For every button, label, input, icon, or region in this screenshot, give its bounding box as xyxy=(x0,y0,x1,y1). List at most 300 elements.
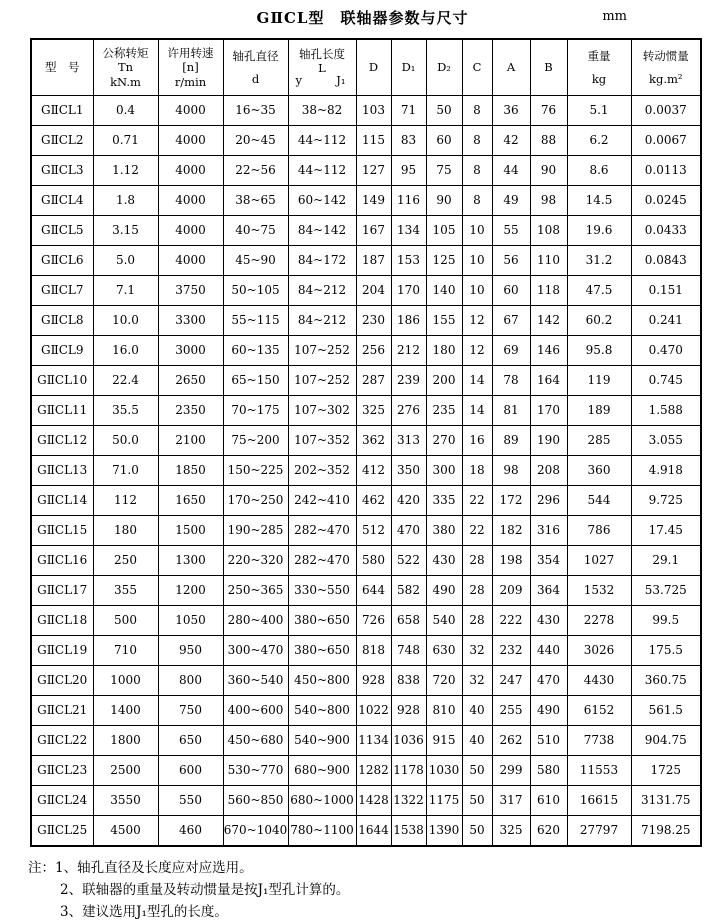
value-cell: 1178 xyxy=(391,756,426,786)
value-cell: 4000 xyxy=(158,246,223,276)
value-cell: 522 xyxy=(391,546,426,576)
value-cell: 0.0843 xyxy=(631,246,701,276)
value-cell: 44 xyxy=(492,156,530,186)
value-cell: 170 xyxy=(391,276,426,306)
note-text: 3、建议选用J₁型孔的长度。 xyxy=(60,904,228,920)
table-row xyxy=(31,216,701,246)
value-cell: 360~540 xyxy=(223,666,288,696)
value-cell: 580 xyxy=(530,756,567,786)
value-cell: 22 xyxy=(462,486,492,516)
value-cell: 680~1000 xyxy=(288,786,356,816)
value-cell: 14 xyxy=(462,366,492,396)
value-cell: 167 xyxy=(356,216,391,246)
value-cell: 540~800 xyxy=(288,696,356,726)
value-cell: 1027 xyxy=(567,546,631,576)
table-row xyxy=(31,426,701,456)
value-cell: 1282 xyxy=(356,756,391,786)
value-cell: 67 xyxy=(492,306,530,336)
model-cell: GⅡCL1 xyxy=(31,96,93,126)
value-cell: 560~850 xyxy=(223,786,288,816)
value-cell: 282~470 xyxy=(288,546,356,576)
value-cell: 1390 xyxy=(426,816,462,847)
table-row xyxy=(31,156,701,186)
value-cell: 1.8 xyxy=(93,186,158,216)
value-cell: 350 xyxy=(391,456,426,486)
value-cell: 12 xyxy=(462,336,492,366)
value-cell: 208 xyxy=(530,456,567,486)
model-cell: GⅡCL13 xyxy=(31,456,93,486)
value-cell: 680~900 xyxy=(288,756,356,786)
table-row xyxy=(31,456,701,486)
header-symbol: d xyxy=(251,72,260,86)
model-cell: GⅡCL15 xyxy=(31,516,93,546)
value-cell: 175.5 xyxy=(631,636,701,666)
table-row xyxy=(31,516,701,546)
header-unit: kg xyxy=(591,72,607,86)
value-cell: 748 xyxy=(391,636,426,666)
value-cell: 726 xyxy=(356,606,391,636)
model-cell: GⅡCL21 xyxy=(31,696,93,726)
value-cell: 22.4 xyxy=(93,366,158,396)
value-cell: 6.2 xyxy=(567,126,631,156)
value-cell: 540~900 xyxy=(288,726,356,756)
value-cell: 1022 xyxy=(356,696,391,726)
header-symbol: B xyxy=(544,60,553,75)
model-cell: GⅡCL12 xyxy=(31,426,93,456)
value-cell: 65~150 xyxy=(223,366,288,396)
value-cell: 530~770 xyxy=(223,756,288,786)
value-cell: 4430 xyxy=(567,666,631,696)
value-cell: 270 xyxy=(426,426,462,456)
value-cell: 1175 xyxy=(426,786,462,816)
value-cell: 60 xyxy=(426,126,462,156)
value-cell: 60~142 xyxy=(288,186,356,216)
header-symbol: [n] xyxy=(182,60,199,75)
value-cell: 250~365 xyxy=(223,576,288,606)
value-cell: 1036 xyxy=(391,726,426,756)
title-row xyxy=(0,0,725,37)
value-cell: 75 xyxy=(426,156,462,186)
value-cell: 1300 xyxy=(158,546,223,576)
value-cell: 90 xyxy=(426,186,462,216)
value-cell: 280~400 xyxy=(223,606,288,636)
value-cell: 90 xyxy=(530,156,567,186)
value-cell: 470 xyxy=(391,516,426,546)
value-cell: 1000 xyxy=(93,666,158,696)
header-row xyxy=(31,39,701,96)
model-cell: GⅡCL18 xyxy=(31,606,93,636)
table-row xyxy=(31,756,701,786)
value-cell: 786 xyxy=(567,516,631,546)
value-cell: 256 xyxy=(356,336,391,366)
col-header-weight xyxy=(567,39,631,96)
value-cell: 2278 xyxy=(567,606,631,636)
value-cell: 60.2 xyxy=(567,306,631,336)
value-cell: 450~800 xyxy=(288,666,356,696)
value-cell: 0.470 xyxy=(631,336,701,366)
value-cell: 800 xyxy=(158,666,223,696)
value-cell: 1428 xyxy=(356,786,391,816)
value-cell: 296 xyxy=(530,486,567,516)
value-cell: 670~1040 xyxy=(223,816,288,847)
value-cell: 620 xyxy=(530,816,567,847)
value-cell: 14 xyxy=(462,396,492,426)
value-cell: 5.1 xyxy=(567,96,631,126)
value-cell: 142 xyxy=(530,306,567,336)
value-cell: 70~175 xyxy=(223,396,288,426)
table-row xyxy=(31,816,701,847)
value-cell: 282~470 xyxy=(288,516,356,546)
value-cell: 60~135 xyxy=(223,336,288,366)
unit-label: mm xyxy=(602,9,627,24)
value-cell: 134 xyxy=(391,216,426,246)
value-cell: 69 xyxy=(492,336,530,366)
value-cell: 0.0067 xyxy=(631,126,701,156)
value-cell: 3000 xyxy=(158,336,223,366)
header-symbol: Tn xyxy=(117,60,134,75)
value-cell: 146 xyxy=(530,336,567,366)
model-cell: GⅡCL7 xyxy=(31,276,93,306)
value-cell: 32 xyxy=(462,666,492,696)
header-label: 许用转速 xyxy=(167,45,214,60)
value-cell: 364 xyxy=(530,576,567,606)
value-cell: 50~105 xyxy=(223,276,288,306)
value-cell: 140 xyxy=(426,276,462,306)
value-cell: 7738 xyxy=(567,726,631,756)
value-cell: 904.75 xyxy=(631,726,701,756)
value-cell: 1030 xyxy=(426,756,462,786)
note-line-2 xyxy=(60,879,725,901)
value-cell: 19.6 xyxy=(567,216,631,246)
value-cell: 0.0245 xyxy=(631,186,701,216)
value-cell: 462 xyxy=(356,486,391,516)
value-cell: 928 xyxy=(391,696,426,726)
value-cell: 380~650 xyxy=(288,606,356,636)
value-cell: 50 xyxy=(462,786,492,816)
value-cell: 3131.75 xyxy=(631,786,701,816)
header-label: 公称转矩 xyxy=(102,45,149,60)
value-cell: 810 xyxy=(426,696,462,726)
value-cell: 7198.25 xyxy=(631,816,701,847)
value-cell: 50 xyxy=(462,756,492,786)
value-cell: 149 xyxy=(356,186,391,216)
value-cell: 81 xyxy=(492,396,530,426)
model-cell: GⅡCL24 xyxy=(31,786,93,816)
value-cell: 1.12 xyxy=(93,156,158,186)
table-row xyxy=(31,366,701,396)
table-body xyxy=(31,96,701,847)
value-cell: 50.0 xyxy=(93,426,158,456)
value-cell: 470 xyxy=(530,666,567,696)
value-cell: 84~212 xyxy=(288,306,356,336)
value-cell: 510 xyxy=(530,726,567,756)
value-cell: 8.6 xyxy=(567,156,631,186)
value-cell: 14.5 xyxy=(567,186,631,216)
value-cell: 107~352 xyxy=(288,426,356,456)
value-cell: 53.725 xyxy=(631,576,701,606)
value-cell: 0.0037 xyxy=(631,96,701,126)
value-cell: 325 xyxy=(356,396,391,426)
value-cell: 313 xyxy=(391,426,426,456)
value-cell: 1400 xyxy=(93,696,158,726)
value-cell: 38~65 xyxy=(223,186,288,216)
col-header-D2 xyxy=(426,39,462,96)
value-cell: 1538 xyxy=(391,816,426,847)
model-cell: GⅡCL10 xyxy=(31,366,93,396)
model-cell: GⅡCL5 xyxy=(31,216,93,246)
value-cell: 287 xyxy=(356,366,391,396)
value-cell: 3300 xyxy=(158,306,223,336)
value-cell: 11553 xyxy=(567,756,631,786)
value-cell: 50 xyxy=(426,96,462,126)
value-cell: 644 xyxy=(356,576,391,606)
value-cell: 6152 xyxy=(567,696,631,726)
model-cell: GⅡCL6 xyxy=(31,246,93,276)
value-cell: 1800 xyxy=(93,726,158,756)
value-cell: 47.5 xyxy=(567,276,631,306)
col-header-torque xyxy=(93,39,158,96)
value-cell: 22 xyxy=(462,516,492,546)
value-cell: 189 xyxy=(567,396,631,426)
value-cell: 1650 xyxy=(158,486,223,516)
value-cell: 18 xyxy=(462,456,492,486)
value-cell: 0.241 xyxy=(631,306,701,336)
value-cell: 170~250 xyxy=(223,486,288,516)
table-row xyxy=(31,246,701,276)
value-cell: 45~90 xyxy=(223,246,288,276)
value-cell: 512 xyxy=(356,516,391,546)
value-cell: 242~410 xyxy=(288,486,356,516)
col-header-bore-diameter xyxy=(223,39,288,96)
value-cell: 1725 xyxy=(631,756,701,786)
value-cell: 172 xyxy=(492,486,530,516)
value-cell: 36 xyxy=(492,96,530,126)
value-cell: 3750 xyxy=(158,276,223,306)
value-cell: 4000 xyxy=(158,216,223,246)
value-cell: 202~352 xyxy=(288,456,356,486)
value-cell: 7.1 xyxy=(93,276,158,306)
col-header-B xyxy=(530,39,567,96)
value-cell: 44~112 xyxy=(288,126,356,156)
value-cell: 430 xyxy=(530,606,567,636)
value-cell: 355 xyxy=(93,576,158,606)
value-cell: 42 xyxy=(492,126,530,156)
value-cell: 3.055 xyxy=(631,426,701,456)
value-cell: 262 xyxy=(492,726,530,756)
value-cell: 155 xyxy=(426,306,462,336)
model-cell: GⅡCL2 xyxy=(31,126,93,156)
model-cell: GⅡCL23 xyxy=(31,756,93,786)
note-line-1 xyxy=(28,857,725,879)
value-cell: 3026 xyxy=(567,636,631,666)
value-cell: 1850 xyxy=(158,456,223,486)
col-header-D xyxy=(356,39,391,96)
value-cell: 110 xyxy=(530,246,567,276)
note-text: 1、轴孔直径及长度应对应选用。 xyxy=(55,860,253,876)
value-cell: 29.1 xyxy=(631,546,701,576)
header-label: 转动惯量 xyxy=(642,48,689,63)
value-cell: 8 xyxy=(462,186,492,216)
header-symbol: A xyxy=(506,60,516,75)
value-cell: 1200 xyxy=(158,576,223,606)
value-cell: 32 xyxy=(462,636,492,666)
header-symbol-j1: J₁ xyxy=(336,73,346,88)
value-cell: 250 xyxy=(93,546,158,576)
value-cell: 40~75 xyxy=(223,216,288,246)
value-cell: 4.918 xyxy=(631,456,701,486)
value-cell: 317 xyxy=(492,786,530,816)
value-cell: 107~252 xyxy=(288,336,356,366)
value-cell: 276 xyxy=(391,396,426,426)
value-cell: 950 xyxy=(158,636,223,666)
value-cell: 460 xyxy=(158,816,223,847)
value-cell: 95 xyxy=(391,156,426,186)
table-row xyxy=(31,186,701,216)
value-cell: 150~225 xyxy=(223,456,288,486)
value-cell: 0.151 xyxy=(631,276,701,306)
value-cell: 16 xyxy=(462,426,492,456)
header-symbol: D₁ xyxy=(401,60,416,75)
value-cell: 610 xyxy=(530,786,567,816)
value-cell: 9.725 xyxy=(631,486,701,516)
value-cell: 99.5 xyxy=(631,606,701,636)
header-label: 轴孔长度 xyxy=(299,47,345,62)
model-cell: GⅡCL19 xyxy=(31,636,93,666)
value-cell: 400~600 xyxy=(223,696,288,726)
value-cell: 84~212 xyxy=(288,276,356,306)
value-cell: 190~285 xyxy=(223,516,288,546)
value-cell: 255 xyxy=(492,696,530,726)
table-row xyxy=(31,306,701,336)
value-cell: 230 xyxy=(356,306,391,336)
col-header-C xyxy=(462,39,492,96)
value-cell: 580 xyxy=(356,546,391,576)
value-cell: 187 xyxy=(356,246,391,276)
value-cell: 354 xyxy=(530,546,567,576)
header-symbol: C xyxy=(472,60,482,75)
value-cell: 2500 xyxy=(93,756,158,786)
value-cell: 98 xyxy=(530,186,567,216)
value-cell: 710 xyxy=(93,636,158,666)
table-row xyxy=(31,276,701,306)
value-cell: 4000 xyxy=(158,156,223,186)
value-cell: 164 xyxy=(530,366,567,396)
value-cell: 198 xyxy=(492,546,530,576)
value-cell: 116 xyxy=(391,186,426,216)
model-cell: GⅡCL20 xyxy=(31,666,93,696)
value-cell: 232 xyxy=(492,636,530,666)
value-cell: 430 xyxy=(426,546,462,576)
value-cell: 71.0 xyxy=(93,456,158,486)
value-cell: 650 xyxy=(158,726,223,756)
value-cell: 818 xyxy=(356,636,391,666)
value-cell: 40 xyxy=(462,696,492,726)
table-row xyxy=(31,726,701,756)
value-cell: 10.0 xyxy=(93,306,158,336)
value-cell: 325 xyxy=(492,816,530,847)
value-cell: 360.75 xyxy=(631,666,701,696)
header-symbol: L xyxy=(318,60,326,75)
value-cell: 84~142 xyxy=(288,216,356,246)
table-row xyxy=(31,336,701,366)
model-cell: GⅡCL11 xyxy=(31,396,93,426)
table-row xyxy=(31,636,701,666)
header-label: 轴孔直径 xyxy=(232,48,279,63)
value-cell: 204 xyxy=(356,276,391,306)
col-header-model xyxy=(31,39,93,96)
value-cell: 44~112 xyxy=(288,156,356,186)
value-cell: 0.0113 xyxy=(631,156,701,186)
value-cell: 118 xyxy=(530,276,567,306)
notes xyxy=(28,857,725,920)
value-cell: 380~650 xyxy=(288,636,356,666)
model-cell: GⅡCL25 xyxy=(31,816,93,847)
value-cell: 182 xyxy=(492,516,530,546)
value-cell: 720 xyxy=(426,666,462,696)
note-text: 2、联轴器的重量及转动惯量是按J₁型孔计算的。 xyxy=(60,882,350,898)
value-cell: 600 xyxy=(158,756,223,786)
value-cell: 285 xyxy=(567,426,631,456)
header-symbol: D₂ xyxy=(437,60,451,75)
value-cell: 209 xyxy=(492,576,530,606)
header-unit: kg.m² xyxy=(648,72,683,86)
value-cell: 190 xyxy=(530,426,567,456)
value-cell: 239 xyxy=(391,366,426,396)
value-cell: 8 xyxy=(462,96,492,126)
value-cell: 10 xyxy=(462,276,492,306)
model-cell: GⅡCL4 xyxy=(31,186,93,216)
value-cell: 49 xyxy=(492,186,530,216)
table-row xyxy=(31,666,701,696)
value-cell: 658 xyxy=(391,606,426,636)
table-row xyxy=(31,96,701,126)
value-cell: 40 xyxy=(462,726,492,756)
value-cell: 60 xyxy=(492,276,530,306)
value-cell: 55 xyxy=(492,216,530,246)
table-row xyxy=(31,126,701,156)
note-line-3 xyxy=(60,901,725,920)
value-cell: 27797 xyxy=(567,816,631,847)
value-cell: 838 xyxy=(391,666,426,696)
value-cell: 4500 xyxy=(93,816,158,847)
value-cell: 450~680 xyxy=(223,726,288,756)
value-cell: 22~56 xyxy=(223,156,288,186)
value-cell: 300~470 xyxy=(223,636,288,666)
header-unit: r/min xyxy=(174,74,207,89)
value-cell: 212 xyxy=(391,336,426,366)
value-cell: 220~320 xyxy=(223,546,288,576)
value-cell: 2100 xyxy=(158,426,223,456)
value-cell: 412 xyxy=(356,456,391,486)
value-cell: 16~35 xyxy=(223,96,288,126)
value-cell: 1322 xyxy=(391,786,426,816)
value-cell: 112 xyxy=(93,486,158,516)
value-cell: 28 xyxy=(462,606,492,636)
value-cell: 16615 xyxy=(567,786,631,816)
header-symbol: D xyxy=(368,60,379,75)
value-cell: 89 xyxy=(492,426,530,456)
value-cell: 78 xyxy=(492,366,530,396)
value-cell: 0.745 xyxy=(631,366,701,396)
value-cell: 550 xyxy=(158,786,223,816)
table-row xyxy=(31,576,701,606)
value-cell: 247 xyxy=(492,666,530,696)
value-cell: 0.4 xyxy=(93,96,158,126)
value-cell: 582 xyxy=(391,576,426,606)
value-cell: 38~82 xyxy=(288,96,356,126)
value-cell: 20~45 xyxy=(223,126,288,156)
table-row xyxy=(31,696,701,726)
